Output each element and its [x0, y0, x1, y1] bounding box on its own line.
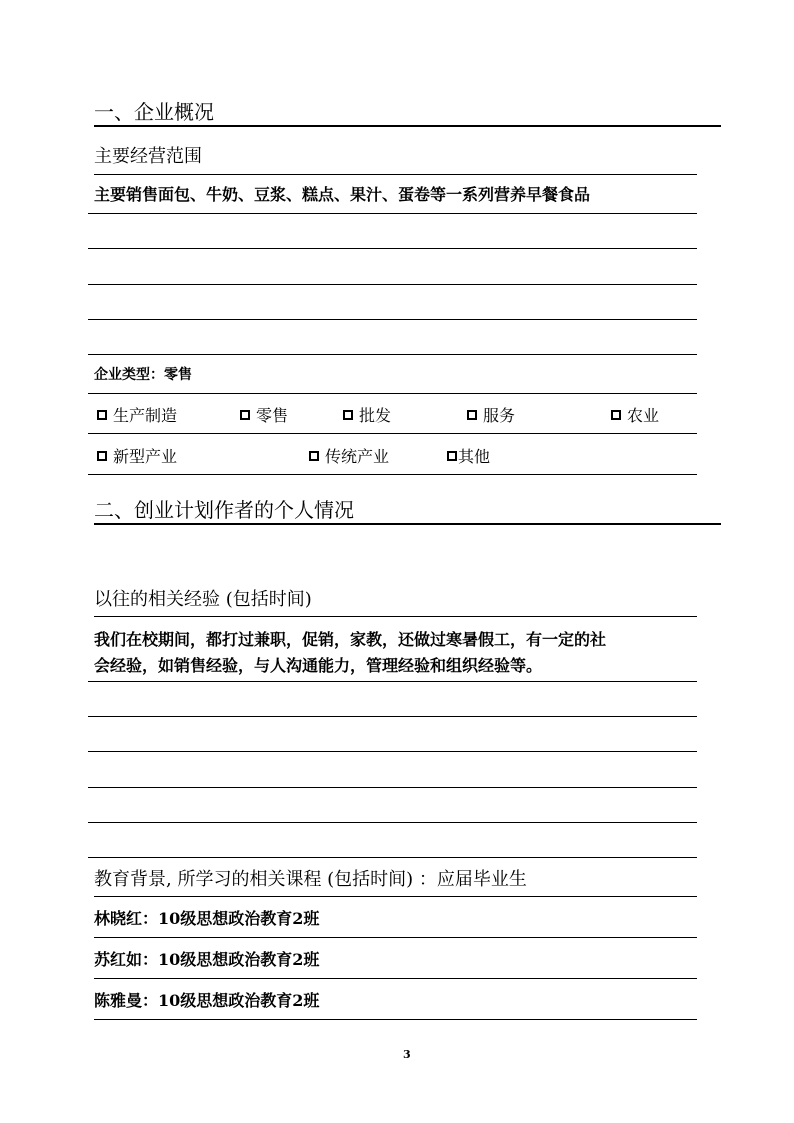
scope-text: 主要销售面包、牛奶、豆浆、糕点、果汁、蛋卷等一系列营养早餐食品: [94, 185, 591, 204]
section1-title: 一、企业概况: [94, 100, 214, 124]
section1-title-rule: [94, 125, 721, 127]
option-retail[interactable]: [240, 403, 288, 426]
blank-line: [88, 751, 697, 752]
option-label: 服务: [483, 406, 516, 425]
scope-label-rule: [94, 174, 697, 175]
checkbox-icon[interactable]: [611, 410, 621, 420]
member-row: 陈雅曼：10级思想政治教育2班: [94, 991, 320, 1010]
scope-label: 主要经营范围: [94, 146, 202, 167]
section2-title-rule: [94, 523, 721, 525]
section2-title: 二、创业计划作者的个人情况: [94, 498, 354, 522]
blank-line: [88, 354, 697, 355]
blank-line: [88, 248, 697, 249]
option-label: 传统产业: [325, 447, 390, 466]
checkbox-icon[interactable]: [240, 410, 250, 420]
option-manufacturing[interactable]: [97, 403, 177, 426]
member-rule: [94, 1019, 697, 1020]
checkbox-icon[interactable]: [447, 451, 457, 461]
option-label: 其他: [458, 447, 491, 466]
option-label: 批发: [359, 406, 392, 425]
option-label: 生产制造: [113, 406, 178, 425]
member-row: 林晓红：10级思想政治教育2班: [94, 909, 320, 928]
option-traditional-industry[interactable]: [309, 444, 389, 467]
option-wholesale[interactable]: [343, 403, 391, 426]
blank-line: [88, 787, 697, 788]
experience-label-rule: [94, 616, 697, 617]
blank-line: [88, 716, 697, 717]
member-rule: [94, 978, 697, 979]
option-service[interactable]: [467, 403, 515, 426]
education-label: 教育背景, 所学习的相关课程 (包括时间) ：应届毕业生: [94, 869, 527, 890]
experience-label: 以往的相关经验 (包括时间): [94, 589, 312, 610]
option-new-industry[interactable]: [97, 444, 177, 467]
experience-text-line1: 我们在校期间，都打过兼职，促销，家教，还做过寒暑假工，有一定的社: [94, 630, 607, 649]
checkbox-icon[interactable]: [343, 410, 353, 420]
checkbox-icon[interactable]: [97, 410, 107, 420]
options-rule: [88, 474, 697, 475]
blank-line: [88, 822, 697, 823]
option-other[interactable]: [447, 444, 490, 467]
checkbox-icon[interactable]: [309, 451, 319, 461]
blank-line: [88, 213, 697, 214]
option-label: 零售: [256, 406, 289, 425]
blank-line: [88, 681, 697, 682]
blank-line: [88, 319, 697, 320]
member-rule: [94, 937, 697, 938]
page-number: 3: [403, 1048, 411, 1061]
experience-text-line2: 会经验，如销售经验，与人沟通能力，管理经验和组织经验等。: [94, 656, 543, 675]
type-rule: [88, 393, 697, 394]
option-label: 农业: [627, 406, 660, 425]
option-label: 新型产业: [113, 447, 178, 466]
options-rule: [88, 433, 697, 434]
option-agriculture[interactable]: [611, 403, 659, 426]
education-label-rule: [94, 896, 697, 897]
company-type-label: 企业类型：零售: [94, 367, 192, 383]
checkbox-icon[interactable]: [467, 410, 477, 420]
blank-line: [88, 284, 697, 285]
checkbox-icon[interactable]: [97, 451, 107, 461]
blank-line: [88, 857, 697, 858]
member-row: 苏红如：10级思想政治教育2班: [94, 950, 320, 969]
